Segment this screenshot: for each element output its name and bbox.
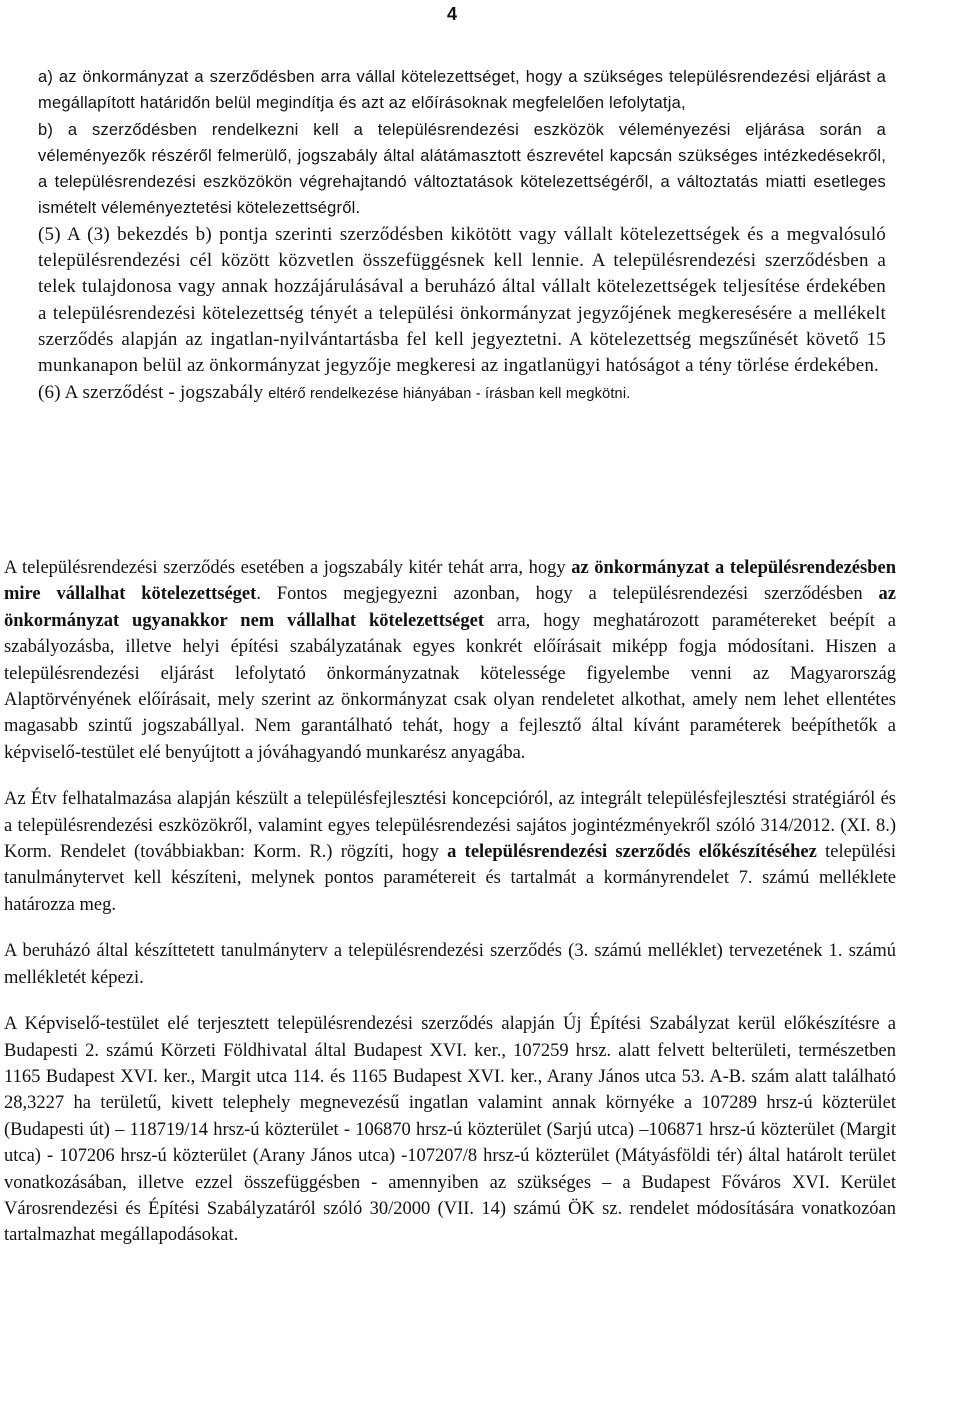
bold-run: a településrendezési szerződés előkészítéséhez bbox=[447, 842, 817, 863]
text-run: A településrendezési szerződés esetében a jogszabály kitér tehát arra, hogy bbox=[4, 558, 572, 578]
quote-paragraph-6 bbox=[38, 380, 886, 407]
bold-run: az önkormányzat a településrendezésben mire vállalhat kötelezettséget bbox=[4, 558, 896, 605]
text-run: arra, hogy meghatározott paramétereket beépít a szabályozásba, illetve helyi építési szabályzatának egyes konkrét előírásait miképp fogja módosítani. Hiszen a településrendezési eljárást lefolytató önkormányzatnak kötelessége figyelembe venni az Magyarország Alaptörvényének előírásait, mely szerint az önkormányzat csak olyan rendeletet alkothat, amely nem lehet ellentétes magasabb szintű jogszabállyal. Nem garantálható tehát, hogy a fejlesztő által kívánt paraméterek beépíthetők a képviselő-testület elé benyújtott a jóváhagyandó munkarész anyagába. bbox=[4, 610, 896, 763]
page-number: 4 bbox=[446, 4, 457, 24]
text-run: települési tanulmánytervet kell készíteni, melynek pontos paramétereit és tartalmát a kormányrendelet 7. számú melléklete határozza meg. bbox=[4, 842, 896, 915]
quote-paragraph-6-end: eltérő rendelkezése hiányában - írásban kell megkötni. bbox=[268, 385, 631, 402]
body-paragraph-4: A Képviselő-testület elé terjesztett településrendezési szerződés alapján Új Építési Szabályzat kerül előkészítésre a Budapesti 2. számú Körzeti Földhivatal által Budapest XVI. ker., 107259 hrsz. alatt felvett belterületi, természetben 1165 Budapest XVI. ker., Margit utca 114. és 1165 Budapest XVI. ker., Arany János utca 53. A-B. szám alatt található 28,3227 ha területű, kivett telephely megnevezésű ingatlan valamint annak környéke a 107289 hrsz-ú közterület (Budapesti út) – 118719/14 hrsz-ú közterület - 106870 hrsz-ú közterület (Sarjú utca) –106871 hrsz-ú közterület (Margit utca) - 107206 hrsz-ú közterület (Arany János utca) -107207/8 hrsz-ú közterület (Mátyásföldi tér) által határolt terület vonatkozásában, illetve ezzel összefüggésben - amennyiben az szükséges – a Budapest Főváros XVI. Kerület Városrendezési és Építési Szabályzatáról szóló 30/2000 (VII. 14) számú ÖK sz. rendelet módosítására vonatkozóan tartalmazhat megállapodásokat. bbox=[4, 1014, 896, 1246]
body-paragraph-2 bbox=[4, 786, 896, 918]
quote-paragraph-6-start: (6) A szerződést - jogszabály bbox=[38, 381, 264, 403]
quote-item-b: b) a szerződésben rendelkezni kell a településrendezési eszközök véleményezési eljárása során a véleményezők részéről felmerülő, jogszabály által alátámasztott észrevétel kapcsán szükséges intézkedésekről, a településrendezési eszközökön végrehajtandó változtatások kötelezettségéről, a változtatás miatti esetleges ismételt véleményeztetési kötelezettségről. bbox=[38, 120, 886, 218]
body-text bbox=[4, 555, 896, 1249]
quote-item-a: a) az önkormányzat a szerződésben arra vállal kötelezettséget, hogy a szükséges településrendezési eljárást a megállapított határidőn belül megindítja és azt az előírásoknak megfelelően lefolytatja, bbox=[38, 68, 886, 113]
quote-paragraph-5: (5) A (3) bekezdés b) pontja szerinti szerződésben kikötött vagy vállalt kötelezettségek és a megvalósuló településrendezési cél között közvetlen összefüggésnek kell lennie. A településrendezési szerződésben a telek tulajdonosa vagy annak hozzájárulásával a beruházó által vállalt kötelezettségek teljesítése érdekében a településrendezési kötelezettség tényét a települési önkormányzat jegyzőjének megkeresésére a mellékelt szerződés alapján az ingatlan-nyilvántartásba fel kell jegyeztetni. A kötelezettség megszűnését követő 15 munkanapon belül az önkormányzat jegyzője megkeresi az ingatlanügyi hatóságot a tény törlése érdekében. bbox=[38, 223, 886, 377]
body-paragraph-3: A beruházó által készíttetett tanulmányterv a településrendezési szerződés (3. számú melléklet) tervezetének 1. számú mellékletét képezi. bbox=[4, 941, 896, 988]
text-run: Az Étv felhatalmazása alapján készült a településfejlesztési koncepcióról, az integrált településfejlesztési stratégiáról és a településrendezési eszközökről, valamint egyes településrendezési sajátos jogintézményekről szóló 314/2012. (XI. 8.) Korm. Rendelet (továbbiakban: Korm. R.) rögzíti, hogy bbox=[4, 789, 896, 863]
quoted-law-excerpt bbox=[38, 64, 886, 407]
body-paragraph-1 bbox=[4, 555, 896, 766]
bold-run: az önkormányzat ugyanakkor nem vállalhat kötelezettséget bbox=[4, 584, 897, 631]
text-run: . Fontos megjegyezni azonban, hogy a településrendezési szerződésben bbox=[256, 584, 879, 605]
